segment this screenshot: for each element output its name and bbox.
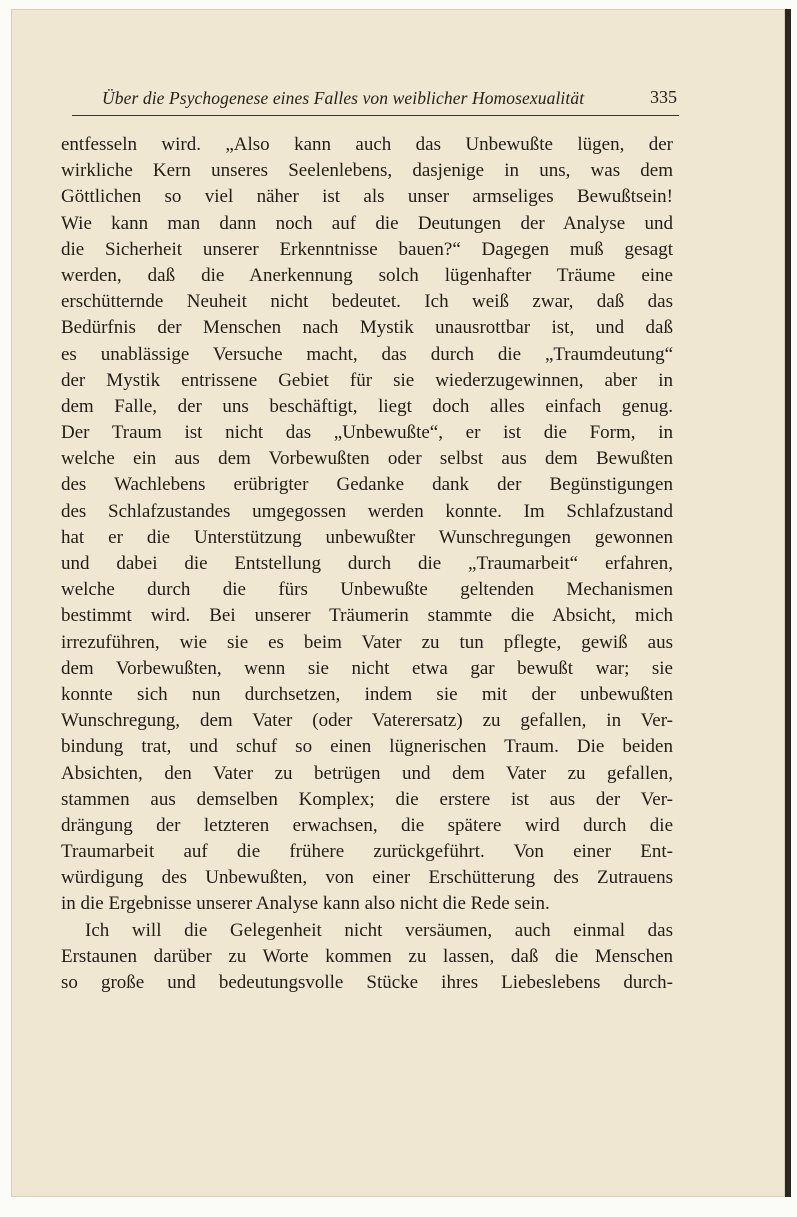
text-line: Göttlichen so viel näher ist als unser armseliges Bewußtsein! xyxy=(61,186,673,208)
text-line: Erstaunen darüber zu Worte kommen zu lassen, daß die Menschen xyxy=(61,945,673,967)
text-line: konnte sich nun durchsetzen, indem sie mit der unbewußten xyxy=(61,683,673,705)
paragraph-first-line: Ich will die Gelegenheit nicht versäumen, auch einmal das xyxy=(85,919,673,941)
text-line: die Sicherheit unserer Erkenntnisse bauen?“ Dagegen muß gesagt xyxy=(61,238,673,260)
text-line: Wunschregung, dem Vater (oder Vaterersatz) zu gefallen, in Ver- xyxy=(61,710,673,732)
text-line: dem Falle, der uns beschäftigt, liegt doch alles einfach genug. xyxy=(61,395,673,417)
text-line: welche durch die fürs Unbewußte geltenden Mechanismen xyxy=(61,579,673,601)
text-line: würdigung des Unbewußten, von einer Erschütterung des Zutrauens xyxy=(61,867,673,889)
text-line: des Wachlebens erübrigter Gedanke dank der Begünstigungen xyxy=(61,474,673,496)
running-header xyxy=(72,83,679,116)
text-line: erschütternde Neuheit nicht bedeutet. Ich weiß zwar, daß das xyxy=(61,291,673,313)
text-line: stammen aus demselben Komplex; die erstere ist aus der Ver- xyxy=(61,788,673,810)
text-line: bindung trat, und schuf so einen lügnerischen Traum. Die beiden xyxy=(61,736,673,758)
text-line: werden, daß die Anerkennung solch lügenhafter Träume eine xyxy=(61,264,673,286)
text-line: so große und bedeutungsvolle Stücke ihres Liebeslebens durch- xyxy=(61,972,673,993)
text-line: bestimmt wird. Bei unserer Träumerin stammte die Absicht, mich xyxy=(61,605,673,627)
text-line: Wie kann man dann noch auf die Deutungen der Analyse und xyxy=(61,212,673,234)
text-line: Absichten, den Vater zu betrügen und dem Vater zu gefallen, xyxy=(61,762,673,784)
text-line: und dabei die Entstellung durch die „Traumarbeit“ erfahren, xyxy=(61,553,673,574)
running-title: Über die Psychogenese eines Falles von weiblicher Homosexualität xyxy=(102,88,585,108)
text-line: der Mystik entrissene Gebiet für sie wiederzugewinnen, aber in xyxy=(61,369,673,391)
text-line: es unablässige Versuche macht, das durch die „Traumdeutung“ xyxy=(61,343,673,365)
page-number: 335 xyxy=(650,87,677,107)
text-line: irrezuführen, wie sie es beim Vater zu tun pflegte, gewiß aus xyxy=(61,631,673,653)
text-line: wirkliche Kern unseres Seelenlebens, dasjenige in uns, was dem xyxy=(61,160,673,182)
text-line: dem Vorbewußten, wenn sie nicht etwa gar bewußt war; sie xyxy=(61,657,673,679)
text-line: Traumarbeit auf die frühere zurückgeführt. Von einer Ent- xyxy=(61,841,673,863)
text-line: entfesseln wird. „Also kann auch das Unbewußte lügen, der xyxy=(61,134,673,155)
text-line: Der Traum ist nicht das „Unbewußte“, er ist die Form, in xyxy=(61,422,673,444)
text-line: in die Ergebnisse unserer Analyse kann also nicht die Rede sein. xyxy=(61,893,550,915)
text-line: des Schlafzustandes umgegossen werden konnte. Im Schlafzustand xyxy=(61,500,673,522)
text-line: Bedürfnis der Menschen nach Mystik unausrottbar ist, und daß xyxy=(61,317,673,339)
text-line: welche ein aus dem Vorbewußten oder selbst aus dem Bewußten xyxy=(61,448,673,470)
body-text xyxy=(61,132,673,996)
text-line: drängung der letzteren erwachsen, die spätere wird durch die xyxy=(61,814,673,836)
text-line: hat er die Unterstützung unbewußter Wunschregungen gewonnen xyxy=(61,526,673,548)
